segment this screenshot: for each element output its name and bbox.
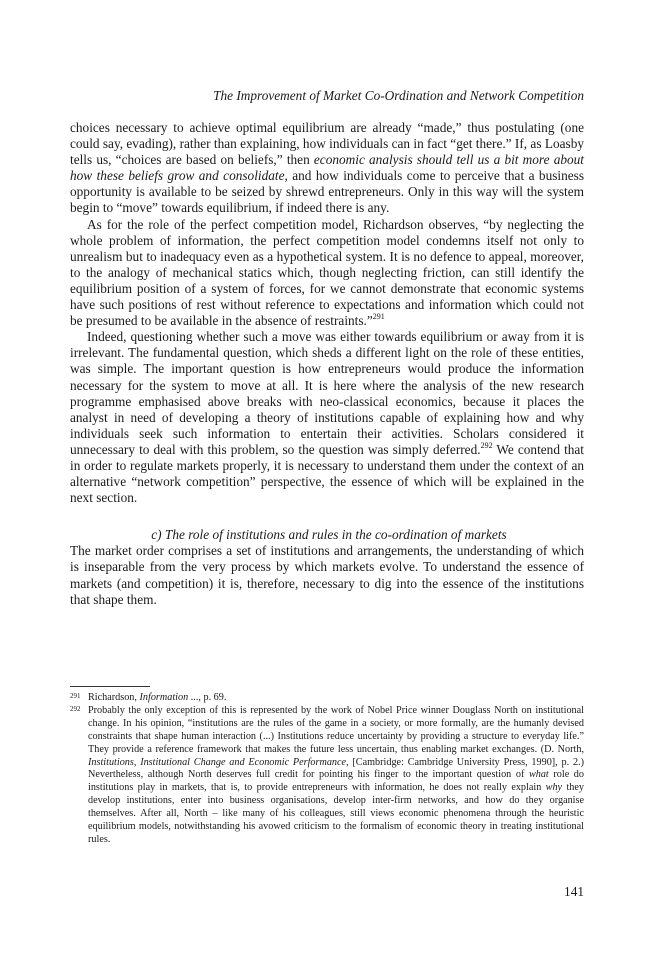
footnote-ref-292: 292 xyxy=(480,440,493,450)
footnote-text: , [Cambridge: Cambridge University Press, 1990], p. 2.) Nevertheless, although North deserves full credit for pointing his finger to the important question of xyxy=(88,756,584,781)
paragraph-1-text-end: , and how individuals come to perceive that a business opportunity is available to be seized by shrewd entrepreneurs. Only in this way will the system begin to “move” towards equilibrium, if indeed there is any. xyxy=(70,168,584,216)
section-paragraph: The market order comprises a set of institutions and arrangements, the understanding of which is inseparable from the very process by which markets evolve. To understand the essence of markets (and competition) it is, therefore, necessary to dig into the essence of the institutions that shape them. xyxy=(70,543,584,607)
paragraph-2 xyxy=(70,217,584,330)
footnote-text-end: they develop institutions, enter into business organisations, develop inter-firm networks, and how do they organise themselves. After all, North – like many of his colleagues, still views economic phenomena through the heuristic equilibrium models, notwithstanding his avowed criticism to the formalism of economic theory in treating institutional rules. xyxy=(88,782,584,845)
footnote-text: Richardson, xyxy=(88,692,140,703)
footnote-title: Institutions, Institutional Change and Economic Performance xyxy=(88,756,347,768)
footnote-number: 291 xyxy=(70,692,81,700)
footnote-292 xyxy=(70,705,584,847)
footnote-number: 292 xyxy=(70,704,81,713)
paragraph-3 xyxy=(70,329,584,506)
paragraph-1-text: choices necessary to achieve optimal equilibrium are already “made,” thus postulating (one could say, evading), rather than explaining, how individuals can in fact “get there.” If, as Loasby tells us, “choices are based on beliefs,” then xyxy=(70,120,584,168)
paragraph-3-text-end: We contend that in order to regulate markets properly, it is necessary to understand them under the context of an alternative “network competition” perspective, the essence of which will be explained in the next section. xyxy=(70,441,585,506)
footnote-text: role do institutions play in markets, that is, to provide entrepreneurs with information, he does not really explain xyxy=(88,769,584,794)
footnote-291 xyxy=(70,692,584,705)
footnote-text-end: ..., p. 69. xyxy=(188,692,227,703)
paragraph-1-emphasis: economic analysis should tell us a bit more about how these beliefs grow and consolidate xyxy=(70,152,584,184)
running-head: The Improvement of Market Co-Ordination and Network Competition xyxy=(213,88,584,103)
page-number: 141 xyxy=(564,884,584,899)
paragraph-2-text: As for the role of the perfect competition model, Richardson observes, “by neglecting the whole problem of information, the perfect competition model condemns itself not only to unrealism but to inadequacy even as a hypothetical system. It is no defence to appeal, moreover, to the analogy of mechanical statics which, though neglecting friction, can still identify the equilibrium position of a system of forces, for we cannot demonstrate that economic systems have such positions of rest without reference to expectations and information which could not be presumed to be available in the absence of restraints.” xyxy=(70,216,584,329)
paragraph-3-text: Indeed, questioning whether such a move was either towards equilibrium or away from it is irrelevant. The fundamental question, which sheds a different light on the role of these entities, was simple. The important question is how entrepreneurs would produce the information necessary for the system to move at all. It is here where the analysis of the new research programme emphasised above breaks with neo-classical economics, because it places the analyst in need of developing a theory of institutions capable of explaining how and why individuals seek such information to entertain their activities. Scholars considered it unnecessary to deal with this problem, so the question was simply deferred. xyxy=(70,329,584,457)
footnote-title: Information xyxy=(139,692,189,703)
body-text xyxy=(70,120,584,608)
footnotes xyxy=(70,692,584,847)
footnote-emphasis: why xyxy=(545,782,563,794)
footnote-emphasis: what xyxy=(528,769,549,781)
paragraph-1 xyxy=(70,120,584,217)
section-heading: c) The role of institutions and rules in the co-ordination of markets xyxy=(151,527,507,543)
footnote-text: Probably the only exception of this is represented by the work of Nobel Price winner Douglass North on institutional change. In his opinion, “institutions are the rules of the game in a society, or more formally, are the humanly devised constraints that shape human interaction (...) Institutions reduce uncertainty by providing a structure to everyday life.” They provide a reference framework that makes the future less uncertain, thus enabling market exchanges. (D. North, xyxy=(88,704,584,755)
footnote-ref-291: 291 xyxy=(372,312,385,322)
footnote-rule xyxy=(70,686,150,687)
